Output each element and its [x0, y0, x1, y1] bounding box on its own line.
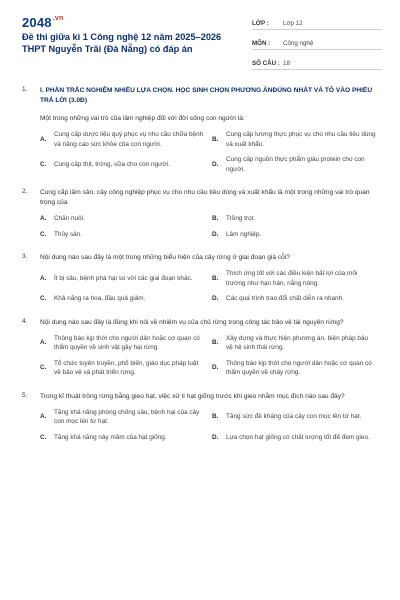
- option-text: Lâm nghiệp.: [226, 230, 262, 238]
- option-text: Chăn nuôi.: [54, 215, 85, 222]
- question-number: 3.: [22, 253, 28, 260]
- option-text: Tăng khả năng nảy mầm của hạt giống.: [54, 433, 167, 441]
- question-3: [22, 253, 378, 304]
- option-text: Cung cấp dược liệu quý phục vụ nhu cầu chữa bệnh và nâng cao sức khỏe của con người.: [54, 131, 204, 148]
- question-text: Nội dung nào sau đây là đúng khi nói về nhiệm vụ của chủ rừng trong công tác bảo vệ tài nguyên rừng?: [40, 318, 344, 326]
- option-d[interactable]: [212, 294, 384, 304]
- option-b[interactable]: [212, 269, 384, 288]
- option-d[interactable]: [212, 155, 384, 174]
- option-letter: C.: [40, 295, 47, 302]
- option-text: Tăng khả năng phòng chống sâu, bệnh hại của cây con mọc lên từ hạt.: [54, 408, 200, 425]
- meta-label: MÔN :: [252, 40, 271, 47]
- option-text: Thủy sản.: [54, 230, 83, 238]
- question-number: 2.: [22, 188, 28, 195]
- option-c[interactable]: [40, 155, 212, 174]
- question-2: [22, 188, 378, 239]
- option-a[interactable]: [40, 334, 212, 353]
- options: [40, 269, 384, 304]
- option-text: Trồng trọt.: [226, 215, 256, 222]
- option-a[interactable]: [40, 408, 212, 427]
- option-text: Xây dựng và thực hiện phương án, biện pháp bảo vệ hệ sinh thái rừng.: [226, 334, 369, 351]
- question-5: [22, 392, 378, 443]
- question-number: 5.: [22, 391, 28, 399]
- option-text: Khả năng ra hoa, đậu quả giảm.: [54, 295, 146, 302]
- option-letter: B.: [212, 339, 219, 347]
- meta-value: Công nghệ: [283, 40, 314, 47]
- site-logo[interactable]: [22, 15, 63, 30]
- question-text: Cung cấp lâm sản, cây công nghiệp phục vụ cho nhu cầu tiêu dùng và xuất khẩu là một trong những vai trò quan trọng của: [40, 189, 370, 206]
- option-text: Thông báo kịp thời cho người dân hoặc cơ quan có thẩm quyền về cháy rừng.: [226, 359, 372, 376]
- logo-domain: .vn: [52, 15, 64, 22]
- option-a[interactable]: [40, 130, 212, 149]
- option-text: Tổ chức tuyên truyền, phổ biến, giáo dục pháp luật về bảo vệ và phát triển rừng.: [54, 359, 199, 376]
- option-text: Cung cấp thịt, trứng, sữa cho con người.: [54, 160, 170, 168]
- option-letter: B.: [212, 135, 219, 143]
- meta-row-count: [252, 53, 382, 70]
- option-letter: A.: [40, 215, 47, 222]
- option-letter: D.: [212, 160, 219, 168]
- option-b[interactable]: [212, 408, 384, 427]
- meta-row-subject: [252, 33, 382, 50]
- question-number: 4.: [22, 317, 28, 325]
- option-letter: C.: [40, 230, 47, 238]
- option-d[interactable]: [212, 433, 384, 443]
- option-text: Các quá trình trao đổi chất diễn ra nhanh.: [226, 295, 344, 302]
- meta-label: LỚP :: [252, 20, 269, 27]
- section-heading: I. PHẦN TRẮC NGHIỆM NHIỀU LỰA CHỌN. HỌC SINH CHỌN PHƯƠNG ÁNĐÚNG NHẤT VÀ TÔ VÀO PHIẾU TRẢ LỜI (3.0Đ): [40, 87, 373, 104]
- question-text: Trong kĩ thuật trồng rừng bằng gieo hạt, việc xử lí hạt giống trước khi gieo nhằm mục đích nào sau đây?: [40, 392, 345, 400]
- option-letter: A.: [40, 339, 47, 347]
- option-letter: D.: [212, 230, 219, 238]
- logo-text: 2048: [22, 15, 52, 30]
- option-text: Thích ứng tốt với các điều kiện bất lợi của môi trường như hạn hán, nắng nóng.: [226, 270, 358, 287]
- meta-value: Lớp 12: [283, 20, 303, 27]
- option-c[interactable]: [40, 294, 212, 304]
- question-1: [22, 86, 378, 174]
- question-4: [22, 318, 378, 378]
- option-letter: A.: [40, 413, 47, 421]
- question-number: 1.: [22, 86, 28, 93]
- option-d[interactable]: [212, 359, 384, 378]
- options: [40, 214, 384, 239]
- option-a[interactable]: [40, 214, 212, 224]
- options: [40, 408, 384, 443]
- meta-label: SỐ CÂU :: [252, 60, 280, 67]
- option-text: Cung cấp lương thực phục vụ cho nhu cầu tiêu dùng và xuất khẩu.: [226, 131, 376, 148]
- option-b[interactable]: [212, 214, 384, 224]
- option-b[interactable]: [212, 130, 384, 149]
- exam-meta: [252, 13, 382, 73]
- option-letter: B.: [212, 274, 219, 282]
- option-text: Thông báo kịp thời cho người dân hoặc cơ quan có thẩm quyền về sinh vật gây hại rừng.: [54, 334, 200, 351]
- option-text: Cung cấp nguồn thực phẩm giàu protein cho con người.: [226, 156, 365, 173]
- question-text: Nội dung nào sau đây là một trong những biểu hiện của cây rừng ở giai đoạn già cỗi?: [40, 254, 290, 261]
- meta-value: 18: [283, 60, 290, 67]
- option-letter: A.: [40, 135, 47, 143]
- option-letter: C.: [40, 364, 47, 372]
- option-c[interactable]: [40, 433, 212, 443]
- header: [0, 0, 400, 80]
- option-letter: B.: [212, 413, 219, 421]
- document-title: Đề thi giữa kì 1 Công nghệ 12 năm 2025–2026 THPT Nguyễn Trãi (Đà Nẵng) có đáp án: [22, 32, 222, 54]
- meta-row-class: [252, 13, 382, 30]
- option-letter: C.: [40, 433, 47, 441]
- option-a[interactable]: [40, 269, 212, 288]
- option-letter: B.: [212, 215, 219, 222]
- option-d[interactable]: [212, 230, 384, 240]
- options: [40, 334, 384, 378]
- option-c[interactable]: [40, 359, 212, 378]
- option-text: Ít bị sâu, bệnh phá hại so với các giai đoạn khác.: [54, 274, 193, 282]
- options: [40, 130, 384, 174]
- question-list: [22, 86, 378, 442]
- option-text: Lựa chọn hạt giống có chất lượng tốt để đem gieo.: [226, 433, 370, 441]
- option-letter: C.: [40, 160, 47, 168]
- option-b[interactable]: [212, 334, 384, 353]
- option-text: Tăng sức đề kháng của cây con mọc lên từ hạt.: [226, 413, 362, 421]
- option-letter: D.: [212, 433, 219, 441]
- option-letter: A.: [40, 274, 47, 282]
- option-letter: D.: [212, 295, 219, 302]
- option-letter: D.: [212, 364, 219, 372]
- option-c[interactable]: [40, 230, 212, 240]
- question-text: Một trong những vai trò của lâm nghiệp đối với đời sống con người là:: [40, 115, 245, 122]
